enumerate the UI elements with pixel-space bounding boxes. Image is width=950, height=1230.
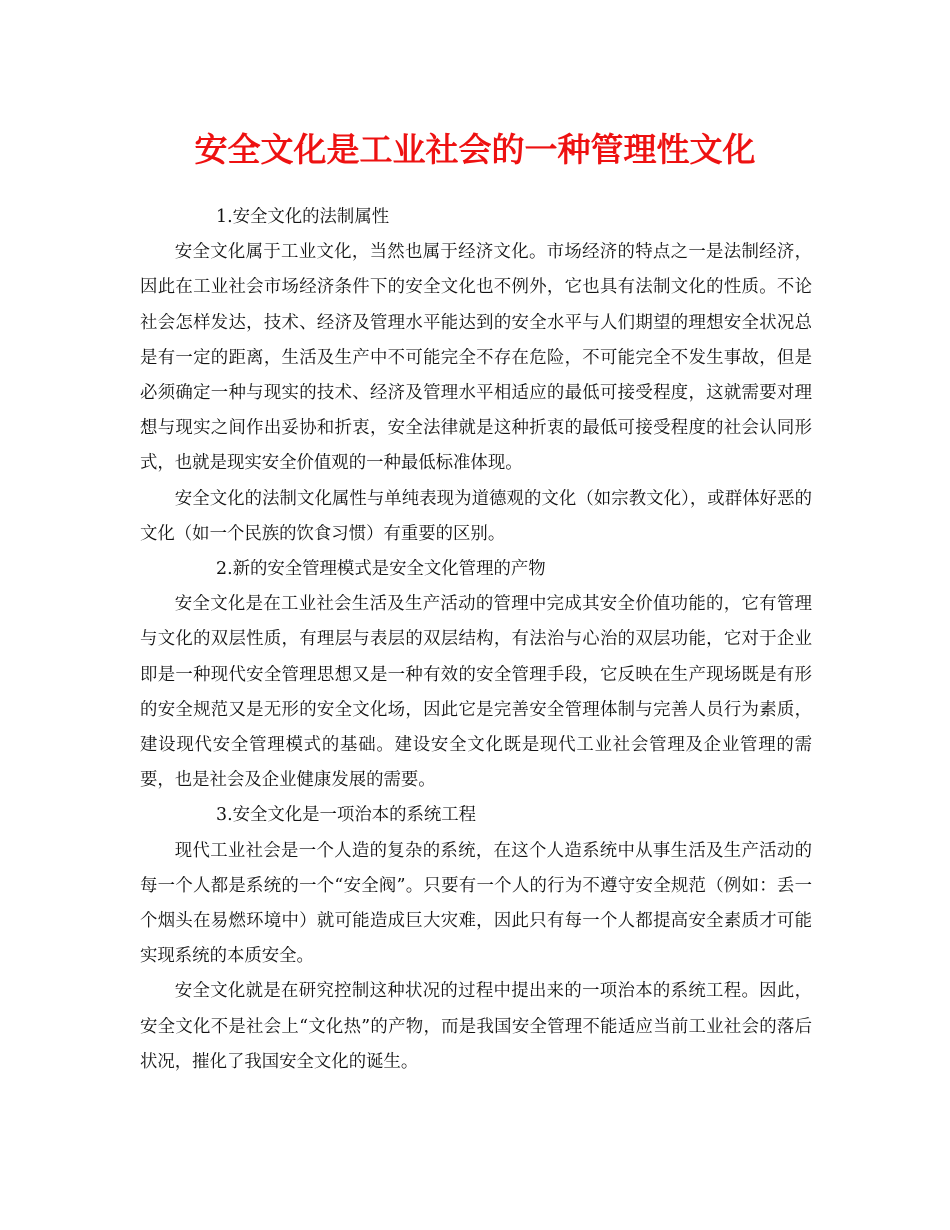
section-heading-1: 1.安全文化的法制属性 bbox=[216, 207, 390, 227]
paragraph: 安全文化是在工业社会生活及生产活动的管理中完成其安全价值功能的，它有管理与文化的双层性质，有理层与表层的双层结构，有法治与心治的双层功能，它对于企业即是一种现代安全管理思想又是一种有效的安全管理手段，它反映在生产现场既是有形的安全规范又是无形的安全文化场，因此它是完善安全管理体制与完善人员行为素质，建设现代安全管理模式的基础。建设安全文化既是现代工业社会管理及企业管理的需要，也是社会及企业健康发展的需要。 bbox=[140, 594, 812, 791]
paragraph: 安全文化的法制文化属性与单纯表现为道德观的文化（如宗教文化），或群体好恶的文化（如一个民族的饮食习惯）有重要的区别。 bbox=[140, 488, 812, 544]
page-title: 安全文化是工业社会的一种管理性文化 bbox=[194, 130, 756, 169]
paragraph: 安全文化属于工业文化，当然也属于经济文化。市场经济的特点之一是法制经济，因此在工业社会市场经济条件下的安全文化也不例外，它也具有法制文化的性质。不论社会怎样发达，技术、经济及管理水平能达到的安全水平与人们期望的理想安全状况总是有一定的距离，生活及生产中不可能完全不存在危险，不可能完全不发生事故，但是必须确定一种与现实的技术、经济及管理水平相适应的最低可接受程度，这就需要对理想与现实之间作出妥协和折衷，安全法律就是这种折衷的最低可接受程度的社会认同形式，也就是现实安全价值观的一种最低标准体现。 bbox=[140, 242, 812, 474]
section-heading-3: 3.安全文化是一项治本的系统工程 bbox=[216, 805, 477, 826]
paragraph: 安全文化就是在研究控制这种状况的过程中提出来的一项治本的系统工程。因此，安全文化不是社会上“文化热”的产物，而是我国安全管理不能适应当前工业社会的落后状况，摧化了我国安全文化的诞生。 bbox=[140, 981, 812, 1072]
paragraph: 现代工业社会是一个人造的复杂的系统，在这个人造系统中从事生活及生产活动的每一个人都是系统的一个“安全阀”。只要有一个人的行为不遵守安全规范（例如：丢一个烟头在易燃环境中）就可能造成巨大灾难，因此只有每一个人都提高安全素质才可能实现系统的本质安全。 bbox=[140, 840, 812, 967]
document-body bbox=[140, 200, 812, 1080]
section-heading-2: 2.新的安全管理模式是安全文化管理的产物 bbox=[216, 559, 546, 580]
